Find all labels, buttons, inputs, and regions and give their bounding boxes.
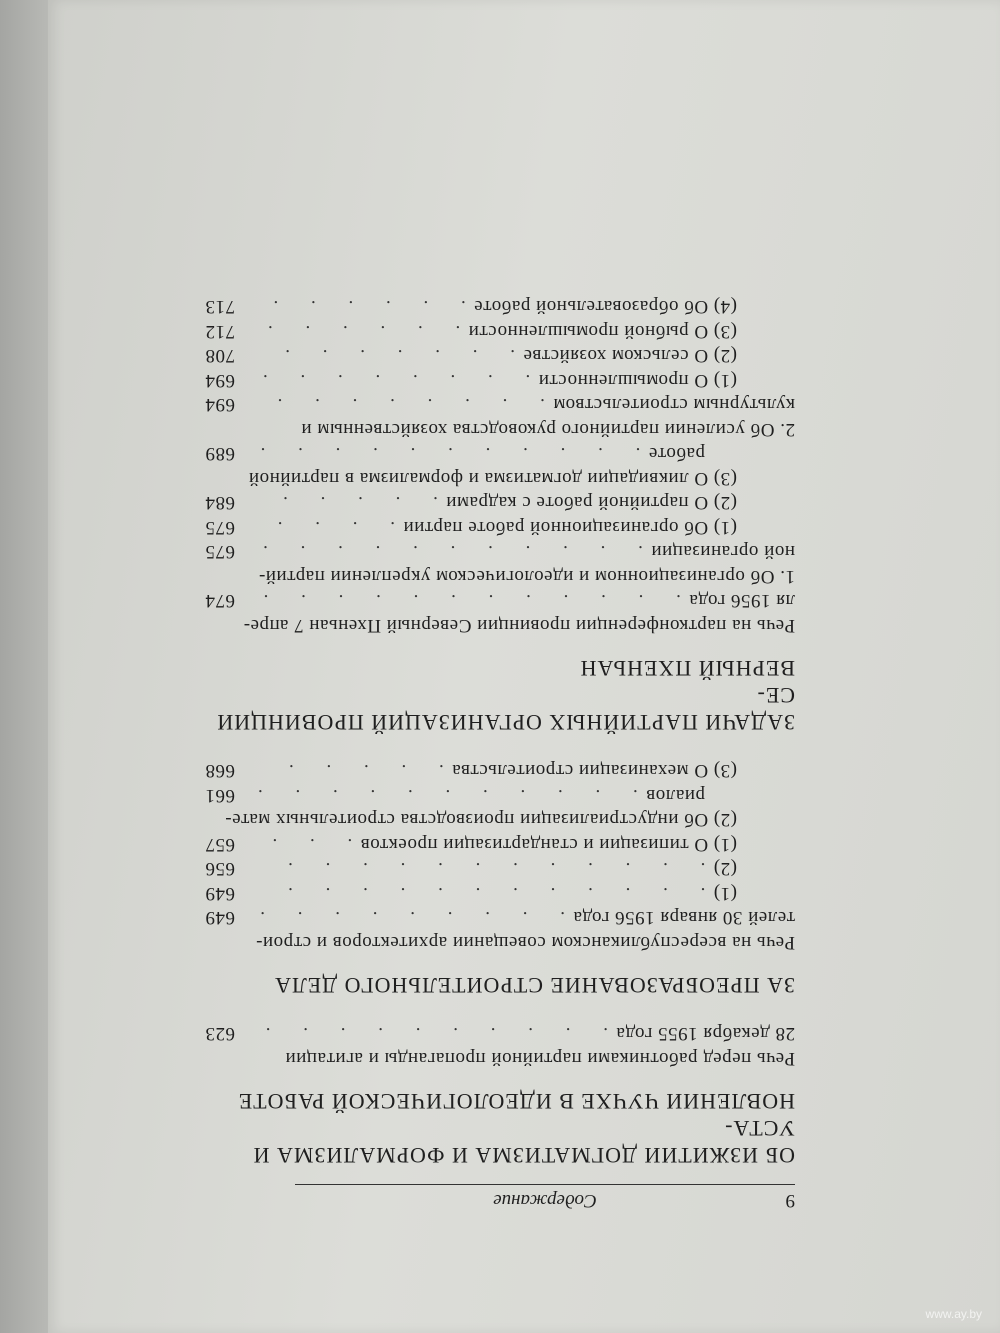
toc-entry (205, 490, 795, 515)
toc-page-number: 649 (205, 883, 235, 904)
toc-entry-text: (3) О рыбной промышленности (468, 321, 737, 342)
dot-leader (259, 343, 515, 368)
toc-page-number: 694 (205, 370, 235, 391)
toc-entry (205, 343, 795, 368)
watermark: www.ay.by (925, 1307, 982, 1321)
section-title-line: ЗА ПРЕОБРАЗОВАНИЕ СТРОИТЕЛЬНОГО ДЕЛА (274, 973, 795, 998)
toc-entry-line: 1. Об организационном и идеологическом укреплении партий- (258, 566, 795, 587)
toc-entry-text: (1) О промышленности (538, 370, 737, 391)
toc-entry-last-line (205, 368, 737, 393)
toc-entry-last-line (205, 832, 737, 857)
toc-entry-text: (2) (713, 858, 737, 880)
toc-entry-line: Речь на всереспубликанском совещании архитекторов и строи- (255, 932, 795, 953)
title-spacer (205, 637, 795, 649)
toc-entry-line: (3) О ликвидации догматизма и формализма в партийной (248, 468, 737, 489)
toc-entry-last-line (205, 515, 737, 540)
toc-entry (205, 881, 795, 906)
toc-entry-text: ной организации (650, 541, 795, 563)
section-title-line: НОВЛЕНИИ ЧУЧХЕ В ИДЕОЛОГИЧЕСКОЙ РАБОТЕ (237, 1089, 795, 1114)
toc-page-number: 656 (205, 858, 235, 880)
section-title-line: ВЕРНЫЙ ПХЕНЬАН (579, 656, 795, 681)
toc-entry (205, 856, 795, 881)
toc-page-number: 661 (205, 785, 235, 806)
dot-leader (259, 758, 444, 783)
toc-entry (205, 368, 795, 393)
toc-entry (205, 539, 795, 588)
toc-entry-line: 2. Об усилении партийного руководства хозяйственным и (300, 419, 795, 440)
toc-entry (205, 515, 795, 540)
toc-entry (205, 441, 795, 490)
toc-entry-text: телей 30 января 1956 года (573, 907, 795, 929)
toc-entry-text: риалов (645, 785, 705, 806)
toc-page-number: 712 (205, 321, 235, 342)
toc-page-number: 689 (205, 443, 235, 465)
dot-leader (259, 881, 705, 906)
toc-page-number: 675 (205, 541, 235, 563)
toc-entry (205, 832, 795, 857)
toc-entry-text: (1) Об организационной работе партии (403, 517, 737, 538)
toc-entry-text: (1) О типизации и стандартизации проектов (360, 834, 737, 855)
toc-entry-last-line (205, 343, 737, 368)
dot-leader (259, 832, 352, 857)
dot-leader (259, 905, 565, 930)
header-title: Содержание (493, 1190, 597, 1211)
toc-page-number: 649 (205, 907, 235, 929)
toc-entry-line: (2) Об индустриализации производства строительных мате- (224, 809, 737, 831)
toc-entry (205, 1021, 795, 1070)
title-spacer (205, 954, 795, 966)
toc-page-number: 668 (205, 760, 235, 782)
section-title (205, 655, 795, 736)
dot-leader (259, 294, 466, 319)
section-title (205, 1088, 795, 1169)
toc-entry-last-line (205, 905, 795, 930)
dot-leader (259, 856, 705, 881)
dot-leader (259, 588, 681, 613)
dot-leader (259, 392, 545, 417)
section-title-line: ОБ ИЗЖИТИИ ДОГМАТИЗМА И ФОРМАЛИЗМА И УСТА- (252, 1116, 795, 1168)
toc-entry-last-line (205, 856, 737, 881)
section-title (205, 972, 795, 999)
toc-entry-text: (4) Об образовательной работе (473, 296, 737, 318)
toc-page-number: 684 (205, 492, 235, 514)
toc-entry-last-line (205, 490, 737, 515)
toc-entry-text: (2) О партийной работе с кадрами (445, 492, 737, 514)
toc-entry-text: (2) О сельском хозяйстве (523, 345, 737, 367)
toc-entry (205, 905, 795, 954)
toc-entry-text: ля 1956 года (688, 590, 795, 612)
toc-entry (205, 783, 795, 832)
toc-entry-last-line (205, 881, 737, 906)
toc-entry-line: Речь на партконференции провинции Северный Пхеньан 7 апре- (243, 615, 795, 636)
toc-entry (205, 392, 795, 441)
running-header (295, 1184, 795, 1215)
dot-leader (259, 539, 643, 564)
section-spacer (205, 736, 795, 758)
dot-leader (259, 368, 530, 393)
toc-page-number: 713 (205, 296, 235, 318)
dot-leader (259, 490, 438, 515)
toc-entry-last-line (205, 588, 795, 613)
toc-entry (205, 294, 795, 319)
toc-entry-last-line (205, 783, 737, 808)
dot-leader (259, 783, 638, 808)
dot-leader (259, 515, 395, 540)
toc-page-number: 657 (205, 834, 235, 855)
toc-entry-last-line (205, 294, 737, 319)
toc-entry-text: культурным строительством (552, 394, 795, 416)
toc-entry-line: Речь перед работниками партийной пропаганды и агитации (285, 1048, 795, 1069)
toc-page-number: 694 (205, 394, 235, 416)
toc-entry-text: (3) О механизации строительства (451, 760, 737, 782)
table-of-contents (205, 294, 795, 1169)
dot-leader (259, 1021, 608, 1046)
dot-leader (259, 441, 640, 466)
toc-page-number: 623 (205, 1023, 235, 1045)
page-number: 9 (785, 1190, 795, 1211)
toc-page-number: 675 (205, 517, 235, 538)
toc-entry-last-line (205, 1021, 795, 1046)
toc-entry-last-line (205, 319, 737, 344)
dot-leader (259, 319, 460, 344)
section-spacer (205, 999, 795, 1021)
toc-entry (205, 758, 795, 783)
toc-entry (205, 319, 795, 344)
toc-entry-last-line (205, 539, 795, 564)
toc-page-number: 674 (205, 590, 235, 612)
toc-entry-text: (1) (713, 883, 737, 904)
toc-entry-text: 28 декабря 1955 года (615, 1023, 795, 1045)
toc-entry-last-line (205, 392, 795, 417)
toc-entry-last-line (205, 758, 737, 783)
section-title-line: ЗАДАЧИ ПАРТИЙНЫХ ОРГАНИЗАЦИЙ ПРОВИНЦИИ СЕ- (216, 683, 795, 735)
toc-entry-last-line (205, 441, 737, 466)
toc-entry (205, 588, 795, 637)
title-spacer (205, 1070, 795, 1082)
toc-entry-text: работе (648, 443, 705, 465)
toc-page-number: 708 (205, 345, 235, 367)
